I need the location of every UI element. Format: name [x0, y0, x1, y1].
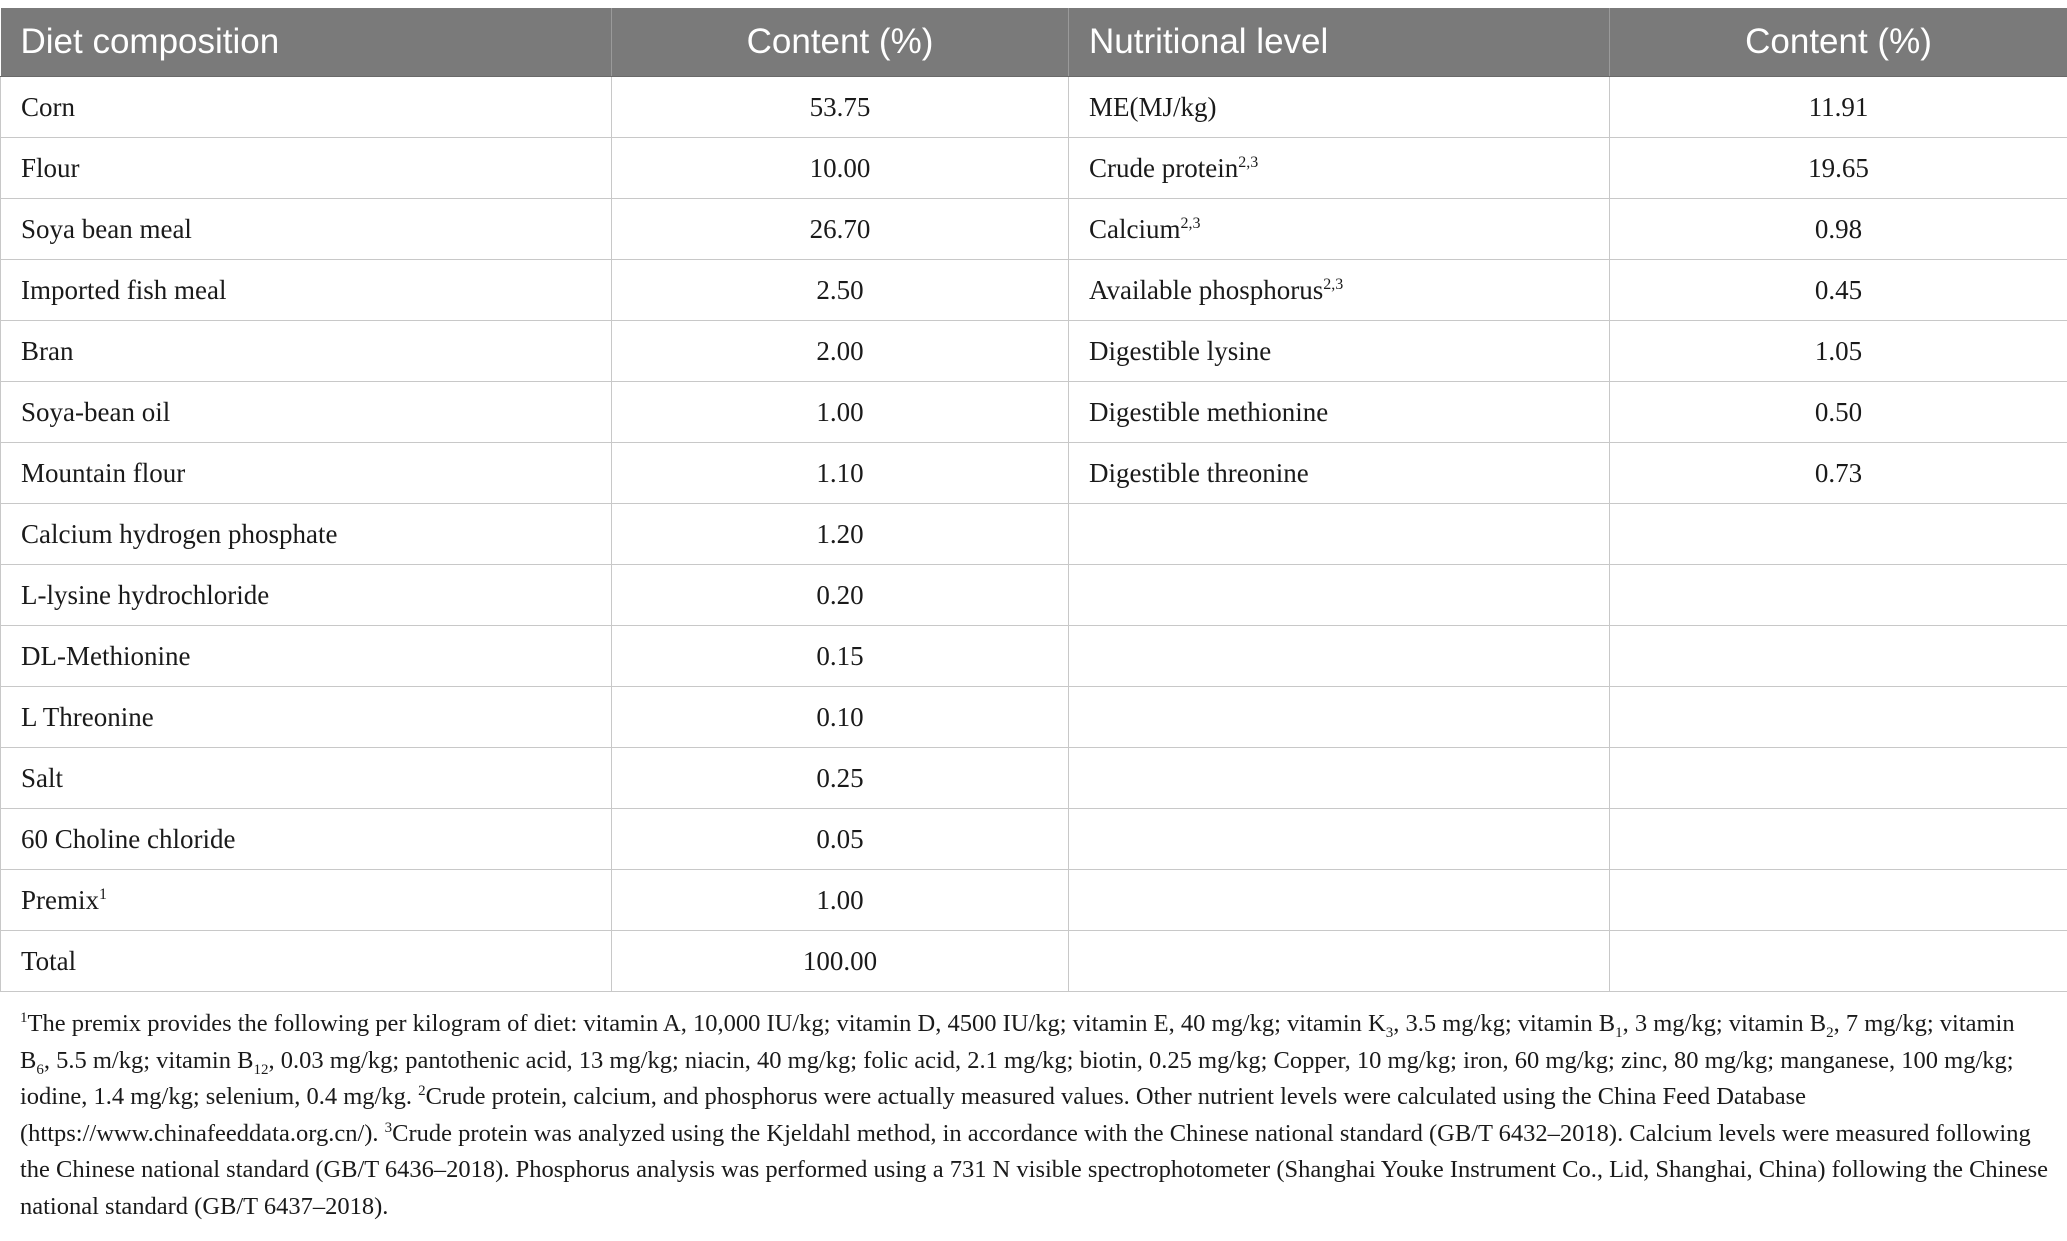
cell-ingredient-content [612, 748, 1069, 809]
cell-nutrient-content-text: 0.73 [1814, 457, 1863, 488]
cell-ingredient-text: Corn [21, 91, 75, 122]
footnote-marker: 2,3 [1323, 275, 1344, 293]
cell-nutrient [1069, 199, 1610, 260]
table-footnote [20, 1006, 2050, 1225]
cell-ingredient-content [612, 565, 1069, 626]
cell-nutrient-text: Calcium [1089, 213, 1181, 244]
cell-ingredient-text: L-lysine hydrochloride [21, 579, 270, 610]
cell-ingredient [1, 199, 612, 260]
cell-ingredient [1, 260, 612, 321]
table-header-row [1, 8, 2067, 77]
cell-nutrient-content [1610, 870, 2067, 931]
footnote-1-text: , 7 mg/kg; vitamin B [20, 1010, 2015, 1074]
header-nutritional-level: Nutritional level [1069, 8, 1610, 77]
cell-ingredient-content [612, 138, 1069, 199]
cell-ingredient-content-text: 1.20 [816, 518, 864, 549]
cell-nutrient-content [1610, 260, 2067, 321]
diet-table-container [0, 8, 2067, 992]
table-row [1, 138, 2067, 199]
cell-ingredient-content-text: 1.00 [816, 396, 864, 427]
table-row [1, 870, 2067, 931]
table-row [1, 565, 2067, 626]
cell-nutrient-content [1610, 626, 2067, 687]
cell-ingredient-text: 60 Choline chloride [21, 823, 236, 854]
cell-nutrient [1069, 321, 1610, 382]
cell-ingredient [1, 626, 612, 687]
cell-ingredient-content-text: 0.10 [816, 701, 864, 732]
cell-ingredient-content-text: 0.25 [816, 762, 864, 793]
cell-nutrient-content [1610, 504, 2067, 565]
cell-ingredient-content-text: 100.00 [802, 945, 878, 976]
cell-nutrient [1069, 565, 1610, 626]
cell-ingredient-content-text: 1.00 [816, 884, 864, 915]
cell-ingredient [1, 870, 612, 931]
cell-nutrient [1069, 138, 1610, 199]
footnote-1-mark: 1 [20, 1009, 28, 1026]
cell-ingredient-content-text: 2.50 [816, 274, 864, 305]
cell-nutrient [1069, 687, 1610, 748]
cell-nutrient [1069, 870, 1610, 931]
cell-nutrient [1069, 382, 1610, 443]
header-level-content-percent: Content (%) [1610, 8, 2067, 77]
cell-nutrient-content-text: 1.05 [1814, 335, 1863, 366]
cell-ingredient [1, 77, 612, 138]
cell-ingredient-content [612, 626, 1069, 687]
cell-ingredient [1, 138, 612, 199]
table-row [1, 687, 2067, 748]
header-content-percent: Content (%) [612, 8, 1069, 77]
cell-nutrient-text: Crude protein [1089, 152, 1239, 183]
cell-nutrient [1069, 626, 1610, 687]
cell-nutrient-content [1610, 565, 2067, 626]
footnote-1-text: , 5.5 m/kg; vitamin B [43, 1046, 254, 1074]
cell-nutrient-content-text: 0.45 [1814, 274, 1863, 305]
cell-ingredient-text: Soya bean meal [21, 213, 192, 244]
cell-ingredient-text: Bran [21, 335, 74, 366]
cell-nutrient [1069, 504, 1610, 565]
cell-ingredient-text: Imported fish meal [21, 274, 227, 305]
cell-ingredient-content [612, 443, 1069, 504]
cell-nutrient-text: ME(MJ/kg) [1089, 91, 1217, 122]
cell-nutrient [1069, 77, 1610, 138]
cell-ingredient [1, 931, 612, 992]
footnote-3-mark: 3 [384, 1119, 393, 1136]
cell-ingredient [1, 382, 612, 443]
cell-ingredient-content-text: 0.15 [816, 640, 864, 671]
cell-ingredient-text: Flour [21, 152, 80, 183]
cell-ingredient-text: Total [21, 945, 77, 976]
vitamin-b1-subscript: 1 [1615, 1024, 1623, 1041]
cell-ingredient [1, 687, 612, 748]
footnote-1-text: , 0.03 mg/kg; pantothenic acid, 13 mg/kg; niacin, 40 mg/kg; folic acid, 2.1 mg/kg; biotin, 0.25 mg/kg; Copper, 10 mg/kg; iron, 60 mg/kg; zinc, 80 mg/kg; manganese, 100 mg/kg; iodine, 1.4 mg/kg; selenium, 0.4 mg/kg. [20, 1046, 2014, 1110]
footnote-marker: 1 [99, 885, 107, 903]
cell-ingredient-content-text: 53.75 [809, 91, 871, 122]
cell-ingredient-text: DL-Methionine [21, 640, 191, 671]
cell-ingredient-text: L Threonine [21, 701, 154, 732]
vitamin-b12-subscript: 12 [253, 1061, 269, 1078]
cell-ingredient-content [612, 321, 1069, 382]
footnote-1-text: The premix provides the following per kilogram of diet: vitamin A, 10,000 IU/kg; vitamin D, 4500 IU/kg; vitamin E, 40 mg/kg; vitamin K [27, 1010, 1386, 1037]
cell-ingredient-content-text: 2.00 [816, 335, 864, 366]
cell-nutrient-content [1610, 443, 2067, 504]
cell-ingredient-content-text: 10.00 [809, 152, 871, 183]
cell-nutrient-content [1610, 138, 2067, 199]
cell-ingredient [1, 565, 612, 626]
diet-composition-table [0, 8, 2067, 992]
cell-nutrient-content-text: 19.65 [1808, 152, 1869, 183]
cell-nutrient-content [1610, 931, 2067, 992]
cell-nutrient-content [1610, 199, 2067, 260]
cell-nutrient [1069, 809, 1610, 870]
cell-ingredient-text: Calcium hydrogen phosphate [21, 518, 338, 549]
cell-nutrient-content [1610, 77, 2067, 138]
cell-ingredient [1, 809, 612, 870]
cell-ingredient-content [612, 260, 1069, 321]
cell-ingredient-content [612, 504, 1069, 565]
cell-ingredient-content [612, 687, 1069, 748]
cell-nutrient [1069, 443, 1610, 504]
cell-ingredient-content-text: 26.70 [809, 213, 871, 244]
table-row [1, 199, 2067, 260]
footnote-1-text: , 3 mg/kg; vitamin B [1622, 1010, 1827, 1037]
cell-nutrient-content [1610, 382, 2067, 443]
cell-nutrient-content [1610, 809, 2067, 870]
cell-nutrient-text: Available phosphorus [1089, 274, 1324, 305]
table-row [1, 504, 2067, 565]
table-row [1, 77, 2067, 138]
cell-nutrient-text: Digestible methionine [1089, 396, 1329, 427]
cell-nutrient-text: Digestible threonine [1089, 457, 1309, 488]
header-diet-composition: Diet composition [1, 8, 612, 77]
cell-nutrient [1069, 931, 1610, 992]
table-row [1, 321, 2067, 382]
cell-ingredient [1, 748, 612, 809]
cell-ingredient-content [612, 199, 1069, 260]
cell-ingredient-text: Soya-bean oil [21, 396, 171, 427]
table-row [1, 626, 2067, 687]
footnote-3-text: Crude protein was analyzed using the Kjeldahl method, in accordance with the Chinese national standard (GB/T 6432–2018). Calcium levels were measured following the Chinese national standard (GB/T 6436–2018). Phosphorus analysis was performed using a 731 N visible spectrophotometer (Shanghai Youke Instrument Co., Lid, Shanghai, China) following the Chinese national standard (GB/T 6437–2018). [20, 1119, 2048, 1220]
cell-ingredient-content-text: 0.05 [816, 823, 864, 854]
table-row [1, 260, 2067, 321]
cell-nutrient-content [1610, 321, 2067, 382]
cell-ingredient-content [612, 870, 1069, 931]
cell-ingredient [1, 321, 612, 382]
cell-ingredient-content [612, 77, 1069, 138]
footnote-marker: 2,3 [1238, 153, 1259, 171]
footnote-2-mark: 2 [418, 1082, 426, 1099]
cell-ingredient-text: Salt [21, 762, 64, 793]
table-row [1, 809, 2067, 870]
cell-nutrient-content [1610, 687, 2067, 748]
cell-ingredient-text: Premix [21, 884, 99, 915]
table-row [1, 748, 2067, 809]
cell-nutrient [1069, 748, 1610, 809]
table-row [1, 382, 2067, 443]
cell-nutrient-content-text: 0.50 [1814, 396, 1863, 427]
footnote-1-text: , 3.5 mg/kg; vitamin B [1393, 1010, 1616, 1037]
vitamin-b6-subscript: 6 [36, 1061, 44, 1078]
cell-ingredient-content-text: 0.20 [816, 579, 864, 610]
cell-ingredient-content [612, 931, 1069, 992]
cell-nutrient [1069, 260, 1610, 321]
cell-ingredient [1, 504, 612, 565]
vitamin-k-subscript: 3 [1385, 1024, 1394, 1041]
vitamin-b2-subscript: 2 [1826, 1024, 1834, 1041]
footnote-marker: 2,3 [1180, 214, 1201, 232]
cell-nutrient-content-text: 0.98 [1814, 213, 1863, 244]
cell-nutrient-content [1610, 748, 2067, 809]
cell-ingredient-content [612, 382, 1069, 443]
cell-nutrient-content-text: 11.91 [1808, 91, 1869, 122]
cell-ingredient-content [612, 809, 1069, 870]
cell-nutrient-text: Digestible lysine [1089, 335, 1272, 366]
cell-ingredient-content-text: 1.10 [816, 457, 864, 488]
table-body [1, 77, 2067, 992]
cell-ingredient [1, 443, 612, 504]
cell-ingredient-text: Mountain flour [21, 457, 186, 488]
footnote-2-text: Crude protein, calcium, and phosphorus were actually measured values. Other nutrient levels were calculated using the China Feed Database (https://www.chinafeeddata.org.cn/). [20, 1083, 1806, 1147]
table-row [1, 443, 2067, 504]
table-row [1, 931, 2067, 992]
